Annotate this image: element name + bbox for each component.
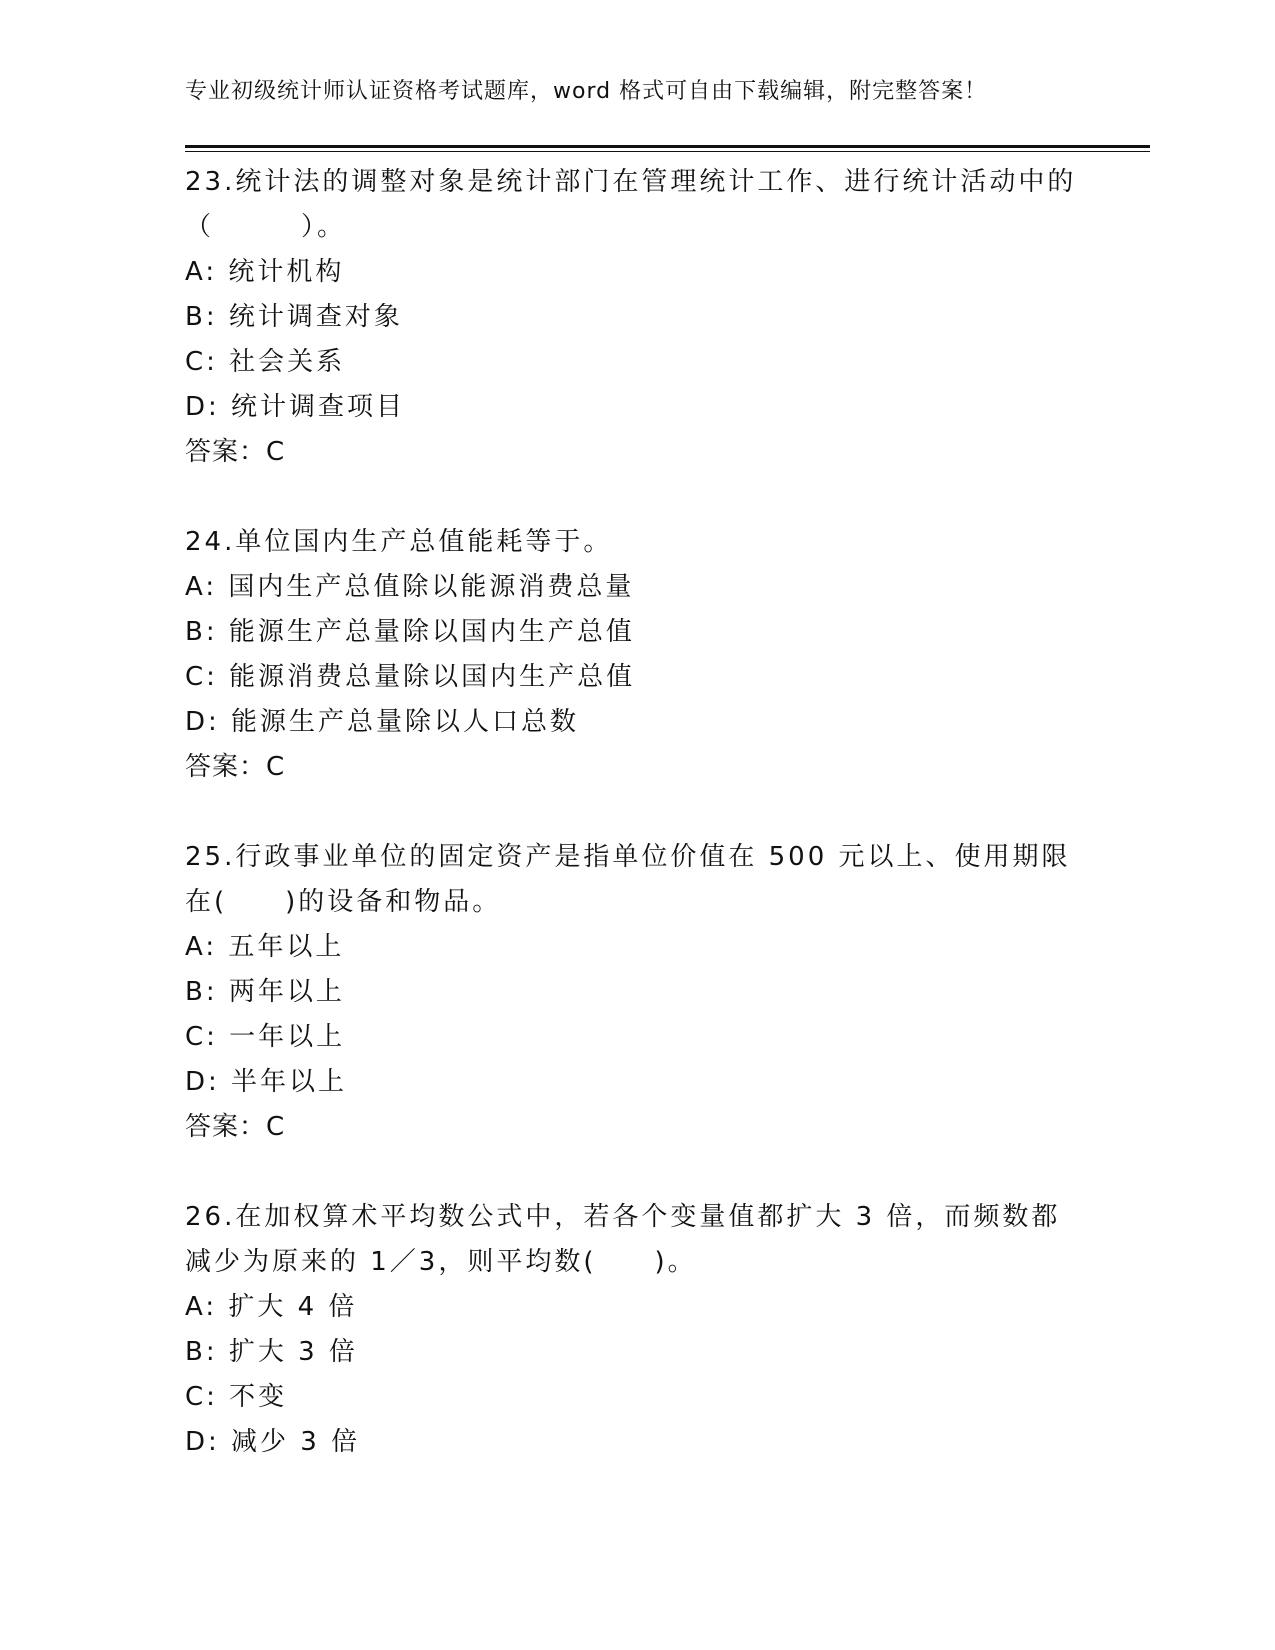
question-stem: 23.统计法的调整对象是统计部门在管理统计工作、进行统计活动中的（ ）。 <box>185 167 1077 242</box>
question-stem: 25.行政事业单位的固定资产是指单位价值在 500 元以上、使用期限在( )的设备和物品。 <box>185 842 1071 917</box>
answer-line: 答案：C <box>185 752 286 782</box>
question-24 <box>185 520 1085 790</box>
option-b: B: 两年以上 <box>185 977 345 1007</box>
option-c: C: 能源消费总量除以国内生产总值 <box>185 662 636 692</box>
question-23 <box>185 160 1085 475</box>
option-a: A: 统计机构 <box>185 257 345 287</box>
question-list <box>185 160 1085 1465</box>
question-stem: 26.在加权算术平均数公式中，若各个变量值都扩大 3 倍，而频数都减少为原来的 1／3，则平均数( )。 <box>185 1202 1061 1277</box>
header-rule-thin <box>185 151 1150 152</box>
header-rule-thick <box>185 145 1150 148</box>
option-a: A: 五年以上 <box>185 932 345 962</box>
page-header: 专业初级统计师认证资格考试题库，word 格式可自由下载编辑，附完整答案！ <box>185 79 988 104</box>
option-b: B: 统计调查对象 <box>185 302 403 332</box>
question-25 <box>185 835 1085 1150</box>
option-d: D: 统计调查项目 <box>185 392 406 422</box>
spacer <box>185 790 1085 835</box>
option-d: D: 减少 3 倍 <box>185 1427 361 1457</box>
question-stem: 24.单位国内生产总值能耗等于。 <box>185 527 613 557</box>
option-a: A: 扩大 4 倍 <box>185 1292 358 1322</box>
option-d: D: 半年以上 <box>185 1067 348 1097</box>
answer-line: 答案：C <box>185 437 286 467</box>
answer-line: 答案：C <box>185 1112 286 1142</box>
option-a: A: 国内生产总值除以能源消费总量 <box>185 572 635 602</box>
question-26 <box>185 1195 1085 1465</box>
spacer <box>185 1150 1085 1195</box>
spacer <box>185 475 1085 520</box>
option-c: C: 不变 <box>185 1382 288 1412</box>
option-b: B: 能源生产总量除以国内生产总值 <box>185 617 635 647</box>
option-b: B: 扩大 3 倍 <box>185 1337 358 1367</box>
option-c: C: 一年以上 <box>185 1022 346 1052</box>
option-c: C: 社会关系 <box>185 347 346 377</box>
option-d: D: 能源生产总量除以人口总数 <box>185 707 580 737</box>
